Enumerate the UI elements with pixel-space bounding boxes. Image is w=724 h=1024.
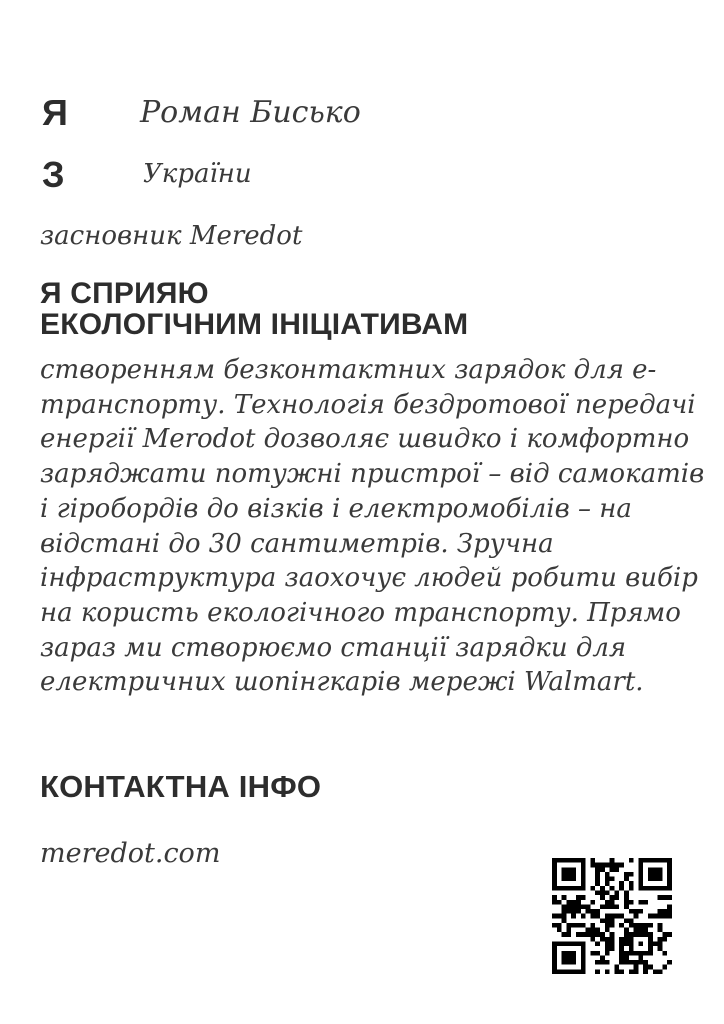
statement-heading-line2: ЕКОЛОГІЧНИМ ІНІЦІАТИВАМ (40, 308, 469, 341)
handwritten-role: засновник Meredot (40, 221, 303, 251)
body-line: заряджати потужні пристрої – від самокатів (40, 459, 705, 490)
label-i-am: Я (42, 92, 68, 133)
handwritten-website-url: meredot.com (40, 838, 221, 869)
body-line: енергії Merodot дозволяє швидко і комфортно (40, 424, 690, 455)
body-line: відстані до 30 сантиметрів. Зручна (40, 528, 554, 559)
qr-code-image (552, 858, 672, 974)
body-line: інфраструктура заохочує людей робити вибір (40, 563, 698, 594)
contact-heading: КОНТАКТНА ІНФО (40, 769, 322, 804)
statement-heading-line1: Я СПРИЯЮ (40, 277, 209, 310)
body-line: і гіробордів до візків і електромобілів – на (40, 493, 632, 524)
label-from: З (42, 154, 65, 195)
handwritten-name: Роман Бисько (140, 95, 361, 130)
body-line: транспорту. Технологія бездротової передачі (40, 389, 696, 420)
body-line: зараз ми створюємо станції зарядки для (40, 632, 627, 663)
statement-heading (40, 278, 468, 340)
handwritten-statement-body (40, 353, 705, 700)
handwritten-country: України (143, 159, 252, 189)
body-line: електричних шопінгкарів мережі Walmart. (40, 667, 644, 698)
body-line: на користь екологічного транспорту. Прямо (40, 597, 681, 628)
body-line: створенням безконтактних зарядок для е- (40, 355, 657, 385)
